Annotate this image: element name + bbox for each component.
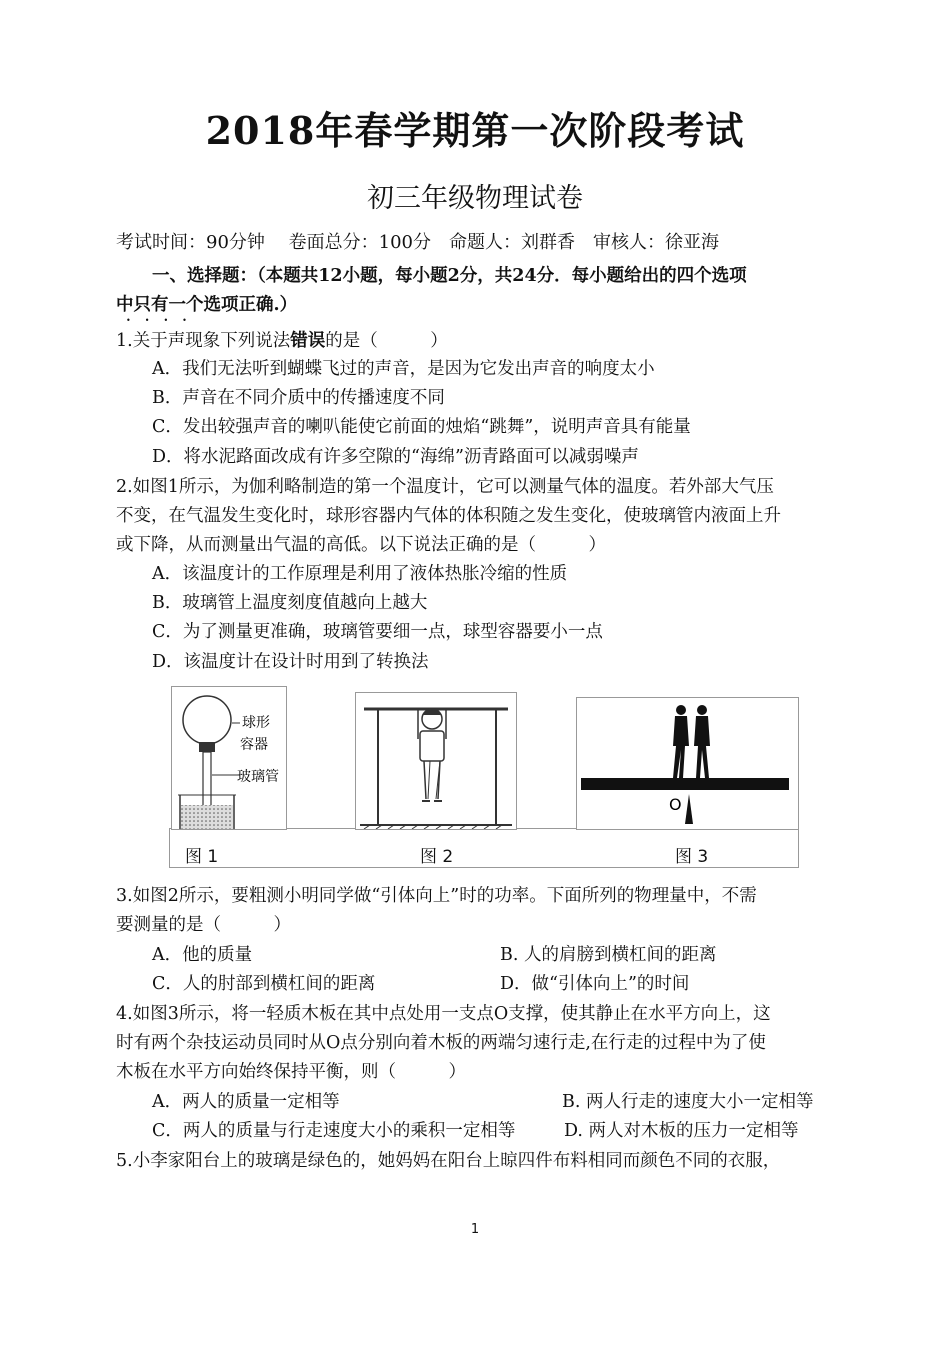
fig1-label-tube: 玻璃管 [237, 769, 279, 785]
figure-1-thermometer [171, 686, 287, 830]
fig3-label-o: O [669, 795, 682, 814]
fig1-label-bulb-2: 容器 [240, 737, 268, 753]
q1-stem-post: 的是（ ） [325, 331, 448, 351]
figure-3-caption: 图 3 [675, 847, 709, 867]
exam-info: 考试时间：90分钟 卷面总分：100分 命题人：刘群香 审核人：徐亚海 [116, 232, 719, 253]
q2-line2: 不变，在气温发生变化时，球形容器内气体的体积随之发生变化，使玻璃管内液面上升 [116, 506, 781, 526]
q4-line2: 时有两个杂技运动员同时从O点分别向着木板的两端匀速行走,在行走的过程中为了使 [116, 1033, 766, 1053]
q4-option-c: C．两人的质量与行走速度大小的乘积一定相等 [152, 1121, 516, 1141]
q3-line2: 要测量的是（ ） [116, 915, 291, 935]
q3-option-a: A．他的质量 [152, 945, 253, 965]
q5-line1: 5.小李家阳台上的玻璃是绿色的，她妈妈在阳台上晾四件布料相同而颜色不同的衣服， [116, 1151, 781, 1171]
figure-2-pull-up [355, 692, 517, 830]
figure-1-caption: 图 1 [185, 847, 219, 867]
thermometer-drawing [172, 687, 286, 829]
emphasis-dots: •••• [126, 316, 201, 325]
q1-stem-pre: 1.关于声现象下列说法 [116, 331, 291, 351]
balance-board-drawing [577, 698, 798, 829]
q3-option-b: B. 人的肩膀到横杠间的距离 [500, 945, 717, 965]
exam-subtitle: 初三年级物理试卷 [367, 183, 583, 214]
section-heading-line1: 一、选择题：（本题共12小题，每小题2分，共24分．每小题给出的四个选项 [152, 266, 747, 286]
figure-2-caption: 图 2 [420, 847, 454, 867]
q1-stem-bold: 错误 [290, 331, 326, 351]
q3-option-d: D．做“引体向上”的时间 [500, 974, 690, 994]
q1-stem [116, 329, 448, 353]
q4-option-b: B. 两人行走的速度大小一定相等 [562, 1092, 814, 1112]
q3-line1: 3.如图2所示，要粗测小明同学做“引体向上”时的功率。下面所列的物理量中，不需 [116, 886, 757, 906]
q2-line3: 或下降，从而测量出气温的高低。以下说法正确的是（ ） [116, 535, 606, 555]
exam-title: 2018年春学期第一次阶段考试 [205, 108, 745, 153]
q4-line1: 4.如图3所示，将一轻质木板在其中点处用一支点O支撑，使其静止在水平方向上，这 [116, 1004, 771, 1024]
q1-option-c: C．发出较强声音的喇叭能使它前面的烛焰“跳舞”，说明声音具有能量 [152, 417, 691, 437]
q2-option-b: B．玻璃管上温度刻度值越向上越大 [152, 593, 428, 613]
q2-option-c: C．为了测量更准确，玻璃管要细一点，球型容器要小一点 [152, 622, 603, 642]
section-heading-line2: 中只有一个选项正确.） [116, 295, 298, 315]
q4-option-a: A．两人的质量一定相等 [152, 1092, 340, 1112]
q2-option-d: D．该温度计在设计时用到了转换法 [152, 652, 429, 672]
fig1-label-bulb-1: 球形 [242, 715, 270, 731]
q4-line3: 木板在水平方向始终保持平衡，则（ ） [116, 1062, 466, 1082]
q1-option-b: B．声音在不同介质中的传播速度不同 [152, 388, 445, 408]
q1-option-a: A．我们无法听到蝴蝶飞过的声音，是因为它发出声音的响度太小 [152, 359, 655, 379]
pull-up-drawing [356, 693, 516, 829]
page-number: 1 [470, 1222, 480, 1237]
figure-3-balance-board [576, 697, 799, 830]
q4-option-d: D. 两人对木板的压力一定相等 [564, 1121, 799, 1141]
q3-option-c: C．人的肘部到横杠间的距离 [152, 974, 376, 994]
q1-option-d: D．将水泥路面改成有许多空隙的“海绵”沥青路面可以减弱噪声 [152, 447, 639, 467]
q2-line1: 2.如图1所示，为伽利略制造的第一个温度计，它可以测量气体的温度。若外部大气压 [116, 477, 774, 497]
q2-option-a: A．该温度计的工作原理是利用了液体热胀冷缩的性质 [152, 564, 568, 584]
